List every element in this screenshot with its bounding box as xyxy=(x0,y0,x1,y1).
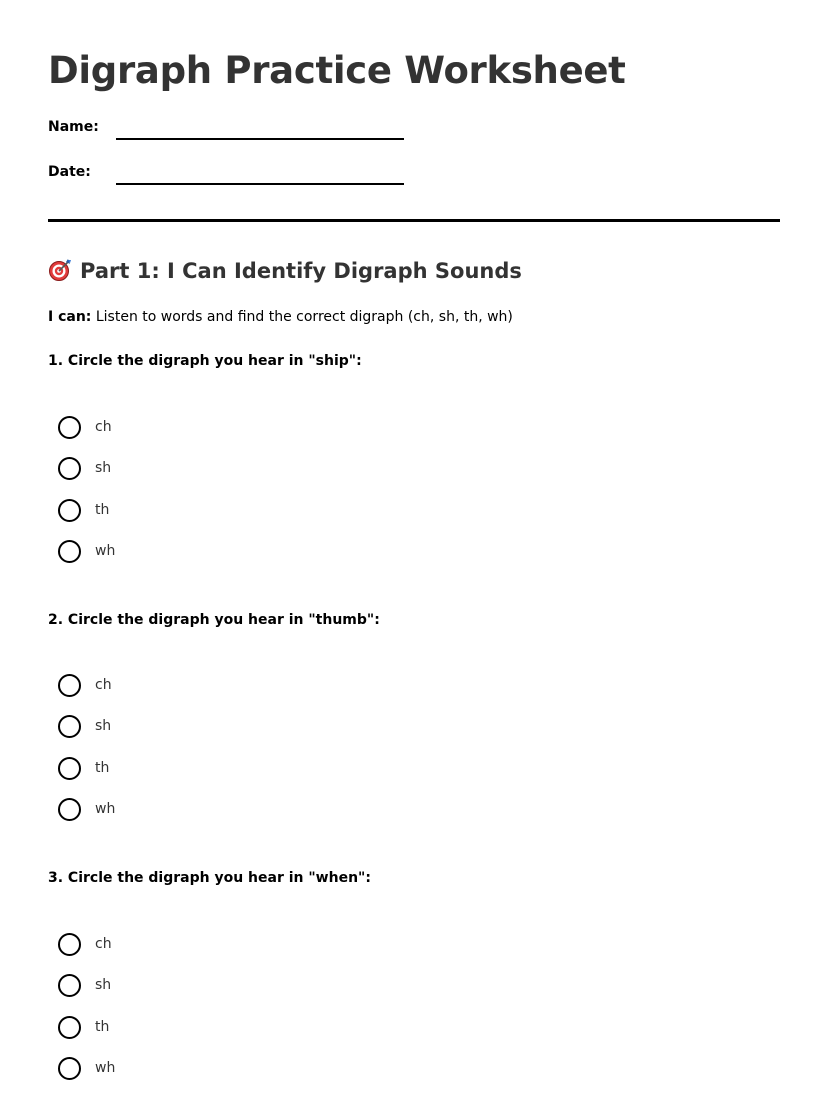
radio-circle[interactable] xyxy=(58,1016,81,1039)
radio-circle[interactable] xyxy=(58,1057,81,1080)
option-label: sh xyxy=(95,718,112,734)
date-blank-line[interactable] xyxy=(116,183,404,185)
radio-circle[interactable] xyxy=(58,757,81,780)
part1-title-text: Part 1: I Can Identify Digraph Sounds xyxy=(80,259,522,283)
radio-circle[interactable] xyxy=(58,540,81,563)
option-label: ch xyxy=(95,419,112,435)
option-th[interactable] xyxy=(58,499,358,525)
option-label: th xyxy=(95,1019,110,1035)
radio-circle[interactable] xyxy=(58,798,81,821)
ican-statement xyxy=(48,307,513,327)
radio-circle[interactable] xyxy=(58,933,81,956)
question-text: 1. Circle the digraph you hear in "ship": xyxy=(48,353,362,369)
date-label: Date: xyxy=(48,164,91,180)
option-sh[interactable] xyxy=(58,715,358,741)
radio-circle[interactable] xyxy=(58,416,81,439)
option-ch[interactable] xyxy=(58,416,358,442)
option-th[interactable] xyxy=(58,1016,358,1042)
ican-text: Listen to words and find the correct digraph (ch, sh, th, wh) xyxy=(91,309,513,325)
option-label: th xyxy=(95,760,110,776)
radio-circle[interactable] xyxy=(58,974,81,997)
option-ch[interactable] xyxy=(58,933,358,959)
option-label: sh xyxy=(95,977,112,993)
question-text: 3. Circle the digraph you hear in "when": xyxy=(48,870,371,886)
target-icon xyxy=(48,258,72,282)
option-th[interactable] xyxy=(58,757,358,783)
radio-circle[interactable] xyxy=(58,457,81,480)
option-wh[interactable] xyxy=(58,798,358,824)
option-label: sh xyxy=(95,460,112,476)
radio-circle[interactable] xyxy=(58,499,81,522)
option-label: wh xyxy=(95,801,116,817)
header-divider xyxy=(48,219,780,222)
name-blank-line[interactable] xyxy=(116,138,404,140)
option-label: wh xyxy=(95,543,116,559)
worksheet-title: Digraph Practice Worksheet xyxy=(48,49,626,92)
option-sh[interactable] xyxy=(58,457,358,483)
option-label: ch xyxy=(95,936,112,952)
option-label: wh xyxy=(95,1060,116,1076)
option-label: ch xyxy=(95,677,112,693)
question-text: 2. Circle the digraph you hear in "thumb": xyxy=(48,612,380,628)
name-field xyxy=(48,118,448,142)
radio-circle[interactable] xyxy=(58,715,81,738)
name-label: Name: xyxy=(48,119,99,135)
option-wh[interactable] xyxy=(58,540,358,566)
option-label: th xyxy=(95,502,110,518)
date-field xyxy=(48,163,448,187)
radio-circle[interactable] xyxy=(58,674,81,697)
option-sh[interactable] xyxy=(58,974,358,1000)
option-wh[interactable] xyxy=(58,1057,358,1083)
part1-title xyxy=(48,256,522,286)
ican-label: I can: xyxy=(48,309,92,325)
option-ch[interactable] xyxy=(58,674,358,700)
